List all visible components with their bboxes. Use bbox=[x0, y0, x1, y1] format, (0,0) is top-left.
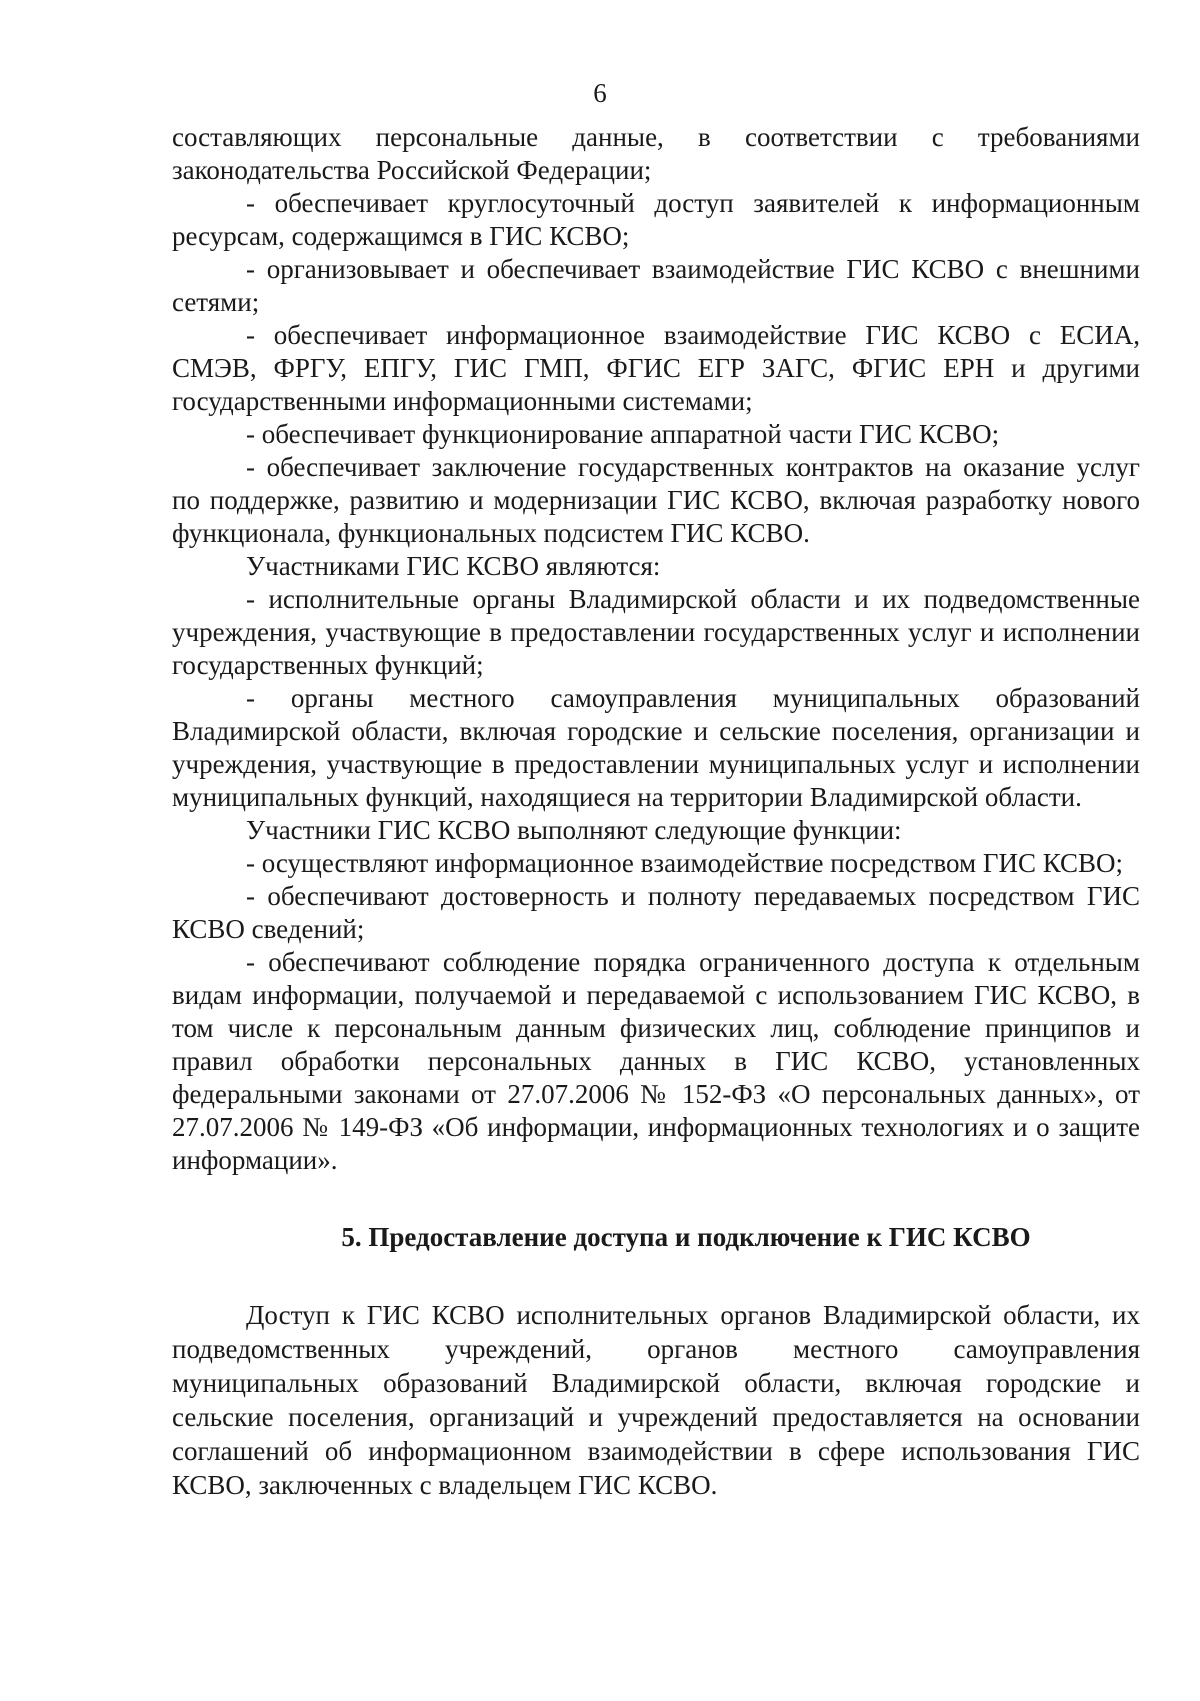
paragraph: - обеспечивает круглосуточный доступ заявителей к информационным ресурсам, содержащимся в ГИС КСВО; bbox=[172, 188, 1140, 251]
paragraph: - обеспечивают соблюдение порядка ограниченного доступа к отдельным видам информации, получаемой и передаваемой с использованием ГИС КСВО, в том числе к персональным данным физических лиц, соблюдение принципов и правил обработки персональных данных в ГИС КСВО, установленных федеральными законами от 27.07.2006 № 152-ФЗ «О персональных данных», от 27.07.2006 № 149-ФЗ «Об информации, информационных технологиях и о защите информации». bbox=[172, 947, 1140, 1175]
paragraph: - исполнительные органы Владимирской области и их подведомственные учреждения, участвующие в предоставлении государственных услуг и исполнении государственных функций; bbox=[172, 584, 1140, 680]
page-number: 6 bbox=[593, 78, 607, 108]
section-paragraph: Доступ к ГИС КСВО исполнительных органов Владимирской области, их подведомственных учреждений, органов местного самоуправления муниципальных образований Владимирской области, включая городские и сельские поселения, организаций и учреждений предоставляется на основании соглашений об информационном взаимодействии в сфере использования ГИС КСВО, заключенных с владельцем ГИС КСВО. bbox=[172, 1300, 1140, 1500]
paragraph: - осуществляют информационное взаимодействие посредством ГИС КСВО; bbox=[246, 848, 1124, 878]
paragraph: Участниками ГИС КСВО являются: bbox=[246, 551, 661, 581]
paragraph: - обеспечивают достоверность и полноту передаваемых посредством ГИС КСВО сведений; bbox=[172, 881, 1140, 944]
paragraph: - обеспечивает заключение государственных контрактов на оказание услуг по поддержке, развитию и модернизации ГИС КСВО, включая разработку нового функционала, функциональных подсистем ГИС КСВО. bbox=[172, 452, 1140, 548]
paragraph: составляющих персональные данные, в соответствии с требованиями законодательства Российской Федерации; bbox=[172, 122, 1140, 185]
paragraph: - обеспечивает информационное взаимодействие ГИС КСВО с ЕСИА, СМЭВ, ФРГУ, ЕПГУ, ГИС ГМП, ФГИС ЕГР ЗАГС, ФГИС ЕРН и другими государственными информационными системами; bbox=[172, 320, 1140, 416]
paragraph: - организовывает и обеспечивает взаимодействие ГИС КСВО с внешними сетями; bbox=[172, 254, 1140, 317]
document-body bbox=[172, 121, 1140, 1502]
paragraph: - органы местного самоуправления муниципальных образований Владимирской области, включая городские и сельские поселения, организации и учреждения, участвующие в предоставлении муниципальных услуг и исполнении муниципальных функций, находящиеся на территории Владимирской области. bbox=[172, 683, 1140, 812]
paragraph: - обеспечивает функционирование аппаратной части ГИС КСВО; bbox=[246, 419, 1000, 449]
section-heading: 5. Предоставление доступа и подключение к ГИС КСВО bbox=[341, 1222, 1031, 1252]
paragraph: Участники ГИС КСВО выполняют следующие функции: bbox=[246, 815, 902, 845]
